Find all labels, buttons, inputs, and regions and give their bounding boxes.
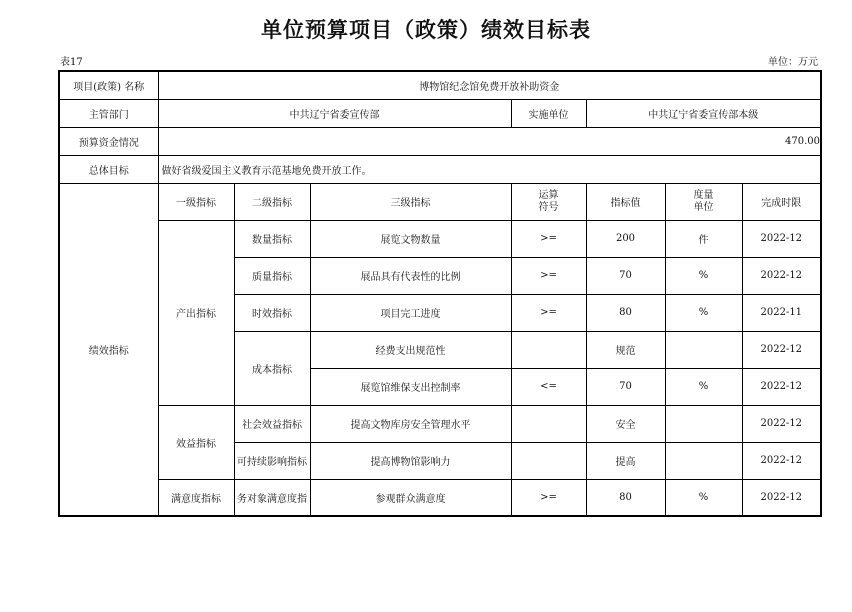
level1-satisfaction: 满意度指标 xyxy=(158,479,234,516)
row-l3: 展览馆维保支出控制率 xyxy=(310,368,511,405)
level2-social: 社会效益指标 xyxy=(234,405,310,442)
row-l3: 项目完工进度 xyxy=(310,294,511,331)
row-l3: 展品具有代表性的比例 xyxy=(310,257,511,294)
project-name-row xyxy=(59,71,821,99)
level2-cost: 成本指标 xyxy=(234,331,310,405)
row-unit: % xyxy=(665,294,742,331)
header-operator-line1: 运算 xyxy=(538,189,559,201)
header-unit xyxy=(665,183,742,220)
row-op: >= xyxy=(511,479,586,516)
page-title: 单位预算项目（政策）绩效目标表 xyxy=(261,18,591,42)
row-deadline: 2022-12 xyxy=(742,442,821,479)
row-deadline: 2022-12 xyxy=(742,479,821,516)
table-number: 表17 xyxy=(60,57,83,68)
row-l3: 参观群众满意度 xyxy=(310,479,511,516)
perf-indicator-label: 绩效指标 xyxy=(59,183,158,516)
overall-goal-row xyxy=(59,155,821,183)
project-name-value: 博物馆纪念馆免费开放补助资金 xyxy=(158,71,821,99)
impl-unit-label: 实施单位 xyxy=(511,99,586,127)
row-unit xyxy=(665,405,742,442)
row-value: 200 xyxy=(586,220,665,257)
row-deadline: 2022-12 xyxy=(742,405,821,442)
row-unit: % xyxy=(665,479,742,516)
row-l3: 提高文物库房安全管理水平 xyxy=(310,405,511,442)
row-unit xyxy=(665,331,742,368)
row-deadline: 2022-12 xyxy=(742,331,821,368)
department-row xyxy=(59,99,821,127)
row-unit xyxy=(665,442,742,479)
row-unit: % xyxy=(665,257,742,294)
row-unit: % xyxy=(665,368,742,405)
header-level2: 二级指标 xyxy=(234,183,310,220)
unit-label: 单位：万元 xyxy=(768,57,818,68)
table-row xyxy=(59,479,821,516)
performance-table xyxy=(58,70,822,517)
header-deadline: 完成时限 xyxy=(742,183,821,220)
row-deadline: 2022-12 xyxy=(742,368,821,405)
header-level1: 一级指标 xyxy=(158,183,234,220)
row-op: >= xyxy=(511,257,586,294)
row-value: 规范 xyxy=(586,331,665,368)
header-unit-line1: 度量 xyxy=(693,189,714,201)
row-op: >= xyxy=(511,294,586,331)
header-value: 指标值 xyxy=(586,183,665,220)
row-op xyxy=(511,405,586,442)
level2-sustain: 可持续影响指标 xyxy=(234,442,310,479)
project-name-label: 项目(政策) 名称 xyxy=(59,71,158,99)
row-deadline: 2022-11 xyxy=(742,294,821,331)
level2-service: 务对象满意度指 xyxy=(234,479,310,516)
table-row xyxy=(59,405,821,442)
dept-value: 中共辽宁省委宣传部 xyxy=(158,99,511,127)
row-value: 提高 xyxy=(586,442,665,479)
row-value: 70 xyxy=(586,257,665,294)
table-row xyxy=(59,220,821,257)
row-value: 80 xyxy=(586,294,665,331)
budget-label: 预算资金情况 xyxy=(59,127,158,155)
row-l3: 展览文物数量 xyxy=(310,220,511,257)
row-op xyxy=(511,442,586,479)
dept-label: 主管部门 xyxy=(59,99,158,127)
row-unit: 件 xyxy=(665,220,742,257)
goal-value: 做好省级爱国主义教育示范基地免费开放工作。 xyxy=(158,155,821,183)
row-deadline: 2022-12 xyxy=(742,257,821,294)
row-op xyxy=(511,331,586,368)
row-op: <= xyxy=(511,368,586,405)
row-l3: 提高博物馆影响力 xyxy=(310,442,511,479)
indicator-header-row xyxy=(59,183,821,220)
header-unit-line2: 单位 xyxy=(693,201,714,213)
budget-value: 470.00 xyxy=(158,127,821,155)
goal-label: 总体目标 xyxy=(59,155,158,183)
level1-output: 产出指标 xyxy=(158,220,234,405)
row-value: 安全 xyxy=(586,405,665,442)
row-deadline: 2022-12 xyxy=(742,220,821,257)
row-value: 70 xyxy=(586,368,665,405)
header-operator-line2: 符号 xyxy=(538,201,559,213)
level2-timeliness: 时效指标 xyxy=(234,294,310,331)
level2-quality: 质量指标 xyxy=(234,257,310,294)
row-value: 80 xyxy=(586,479,665,516)
header-operator xyxy=(511,183,586,220)
row-l3: 经费支出规范性 xyxy=(310,331,511,368)
level1-benefit: 效益指标 xyxy=(158,405,234,479)
level2-quantity: 数量指标 xyxy=(234,220,310,257)
budget-row xyxy=(59,127,821,155)
header-level3: 三级指标 xyxy=(310,183,511,220)
row-op: >= xyxy=(511,220,586,257)
impl-unit-value: 中共辽宁省委宣传部本级 xyxy=(586,99,821,127)
